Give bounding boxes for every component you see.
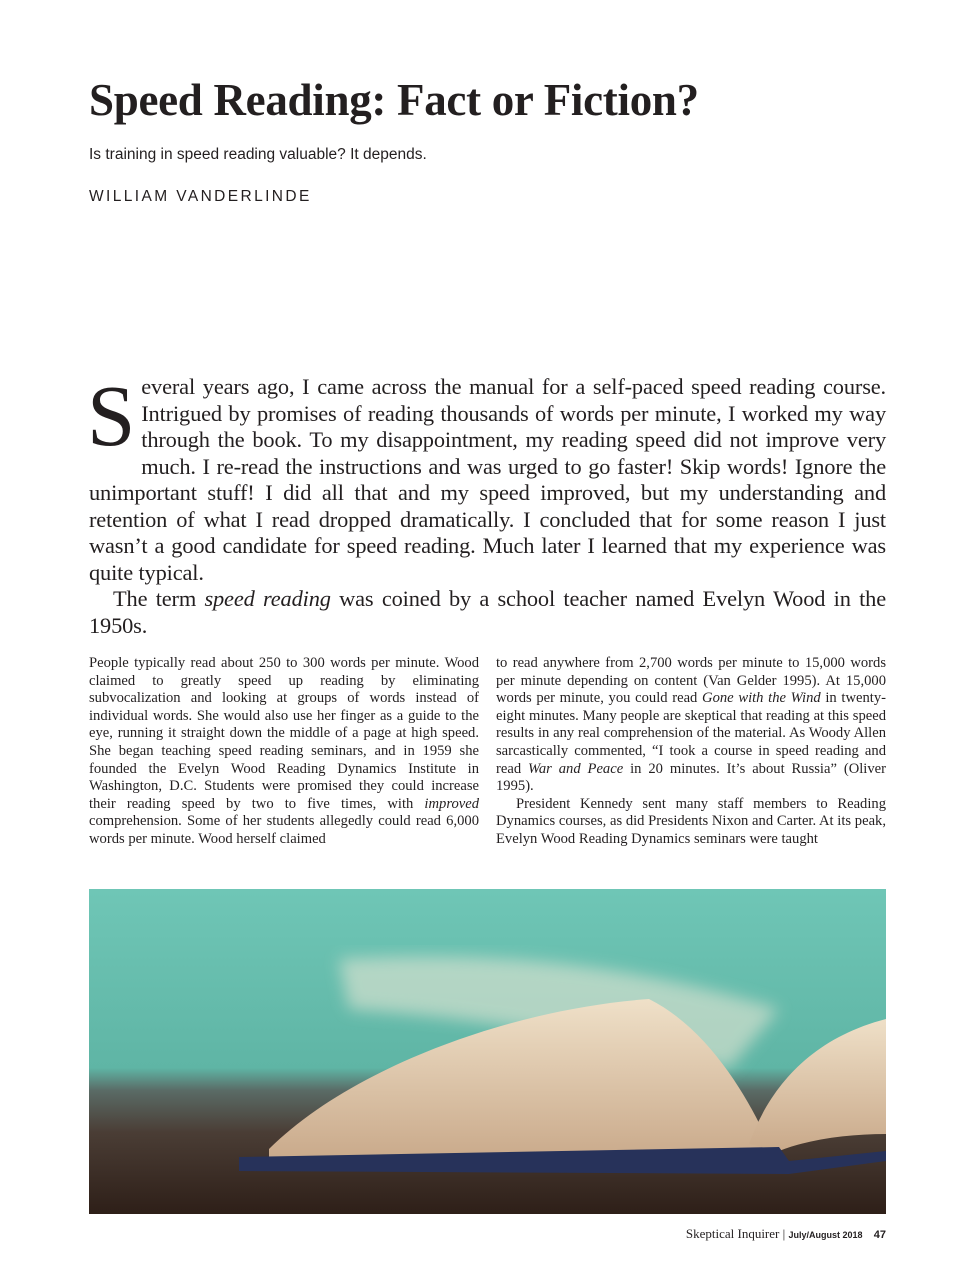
text-run: comprehension. Some of her students allegedly could read 6,000 words per minute. Wood herself claimed <box>89 813 479 847</box>
intro-text <box>87 367 886 639</box>
text-run: was coined by a school teacher named Evelyn Wood in the 1950s. <box>89 586 886 638</box>
page-footer <box>686 1226 886 1243</box>
text-run: The term <box>113 586 205 611</box>
article-body <box>87 367 886 1214</box>
page-number: 47 <box>873 1229 886 1241</box>
text-run: to read anywhere from 2,700 words per minute to 15,000 words per minute depending on content (Van Gelder 1995). At 15,000 words per minute, you could read <box>496 655 886 707</box>
drop-cap: S <box>87 367 136 464</box>
text-run: everal years ago, I came across the manual for a self-paced speed reading course. Intrigued by promises of reading thousands of words per minute, I worked my way through the book. To my disappointment, my reading speed did not improve very much. I re-read the instructions and was urged to go faster! Skip words! Ignore the unimportant stuff! I did all that and my speed improved, but my understanding and retention of what I read dropped dramatically. I concluded that for some reason I just wasn’t a good candidate for speed reading. Much later I learned that my experience was quite typical. <box>89 374 886 585</box>
open-book-photo <box>89 889 886 1214</box>
italic-text: War and Peace <box>528 760 624 777</box>
intro-paragraph <box>89 586 886 639</box>
body-columns <box>89 655 886 849</box>
text-run: People typically read about 250 to 300 words per minute. Wood claimed to greatly speed up reading by eliminating subvocalization and looking at groups of words instead of individual words. She would also use her finger as a guide to the eye, running it straight down the middle of a page at high speed. She began teaching speed reading seminars, and in 1959 she founded the Evelyn Wood Reading Dynamics Institute in Washington, D.C. Students were promised they could increase their reading speed by two to five times, with <box>89 655 479 812</box>
text-run: in 20 minutes. It’s about Russia” (Oliver 1995). <box>496 760 886 795</box>
body-column-right <box>496 655 886 849</box>
body-column-left <box>89 655 479 849</box>
italic-text: speed reading <box>204 586 331 611</box>
article-title: Speed Reading: Fact or Fiction? <box>89 75 699 125</box>
issue-date: July/August 2018 <box>788 1230 863 1240</box>
italic-text: Gone with the Wind <box>702 690 821 707</box>
body-paragraph <box>89 655 479 849</box>
article-subtitle: Is training in speed reading valuable? It depends. <box>89 146 427 163</box>
intro-paragraph <box>87 367 886 586</box>
body-paragraph <box>496 796 886 849</box>
footer-separator: | <box>782 1226 786 1241</box>
magazine-name: Skeptical Inquirer <box>685 1226 780 1241</box>
italic-text: improved <box>424 795 479 812</box>
body-paragraph <box>496 655 886 796</box>
article-author: WILLIAM VANDERLINDE <box>89 188 312 205</box>
text-run: in twenty-eight minutes. Many people are skeptical that reading at this speed results in any real comprehension of the material. As Woody Allen sarcastically commented, “I took a course in speed reading and read <box>496 690 886 777</box>
text-run: President Kennedy sent many staff members to Reading Dynamics courses, as did Presidents Nixon and Carter. At its peak, Evelyn Wood Reading Dynamics seminars were taught <box>496 795 886 847</box>
